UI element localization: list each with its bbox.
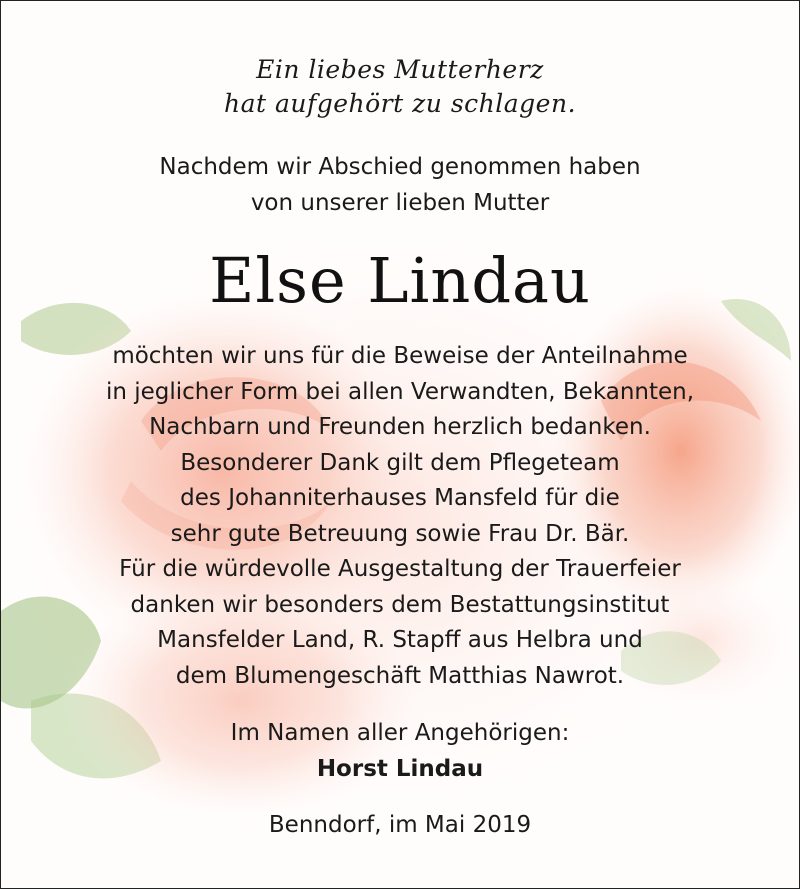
intro-line: Nachdem wir Abschied genommen haben xyxy=(159,154,641,180)
thanks-line: in jeglicher Form bei allen Verwandten, Bekannten, xyxy=(105,378,695,405)
poem-verse xyxy=(1,53,799,121)
place-date: Benndorf, im Mai 2019 xyxy=(268,812,532,838)
thanks-line: sehr gute Betreuung sowie Frau Dr. Bär. xyxy=(170,520,630,547)
poem-line: hat aufgehört zu schlagen. xyxy=(223,89,577,118)
intro-text xyxy=(1,149,799,221)
intro-line: von unserer lieben Mutter xyxy=(250,190,550,216)
thanks-line: möchten wir uns für die Beweise der Anteilnahme xyxy=(112,343,688,369)
thanks-line: Für die würdevolle Ausgestaltung der Trauerfeier xyxy=(119,556,681,582)
thanks-line: dem Blumengeschäft Matthias Nawrot. xyxy=(175,662,625,689)
signature-block xyxy=(1,715,799,787)
on-behalf-text: Im Namen aller Angehörigen: xyxy=(230,720,570,746)
thanks-line: Mansfelder Land, R. Stapff aus Helbra und xyxy=(157,627,643,653)
thanks-line: danken wir besonders dem Bestattungsinstitut xyxy=(130,591,670,618)
poem-line: Ein liebes Mutterherz xyxy=(256,55,544,84)
deceased-name: Else Lindau xyxy=(209,244,591,317)
thanks-line: Besonderer Dank gilt dem Pflegeteam xyxy=(180,449,620,476)
signer-name: Horst Lindau xyxy=(316,756,484,782)
thanks-line: Nachbarn und Freunden herzlich bedanken. xyxy=(149,414,651,440)
thanks-text xyxy=(1,339,799,694)
thanks-line: des Johanniterhauses Mansfeld für die xyxy=(180,485,620,511)
